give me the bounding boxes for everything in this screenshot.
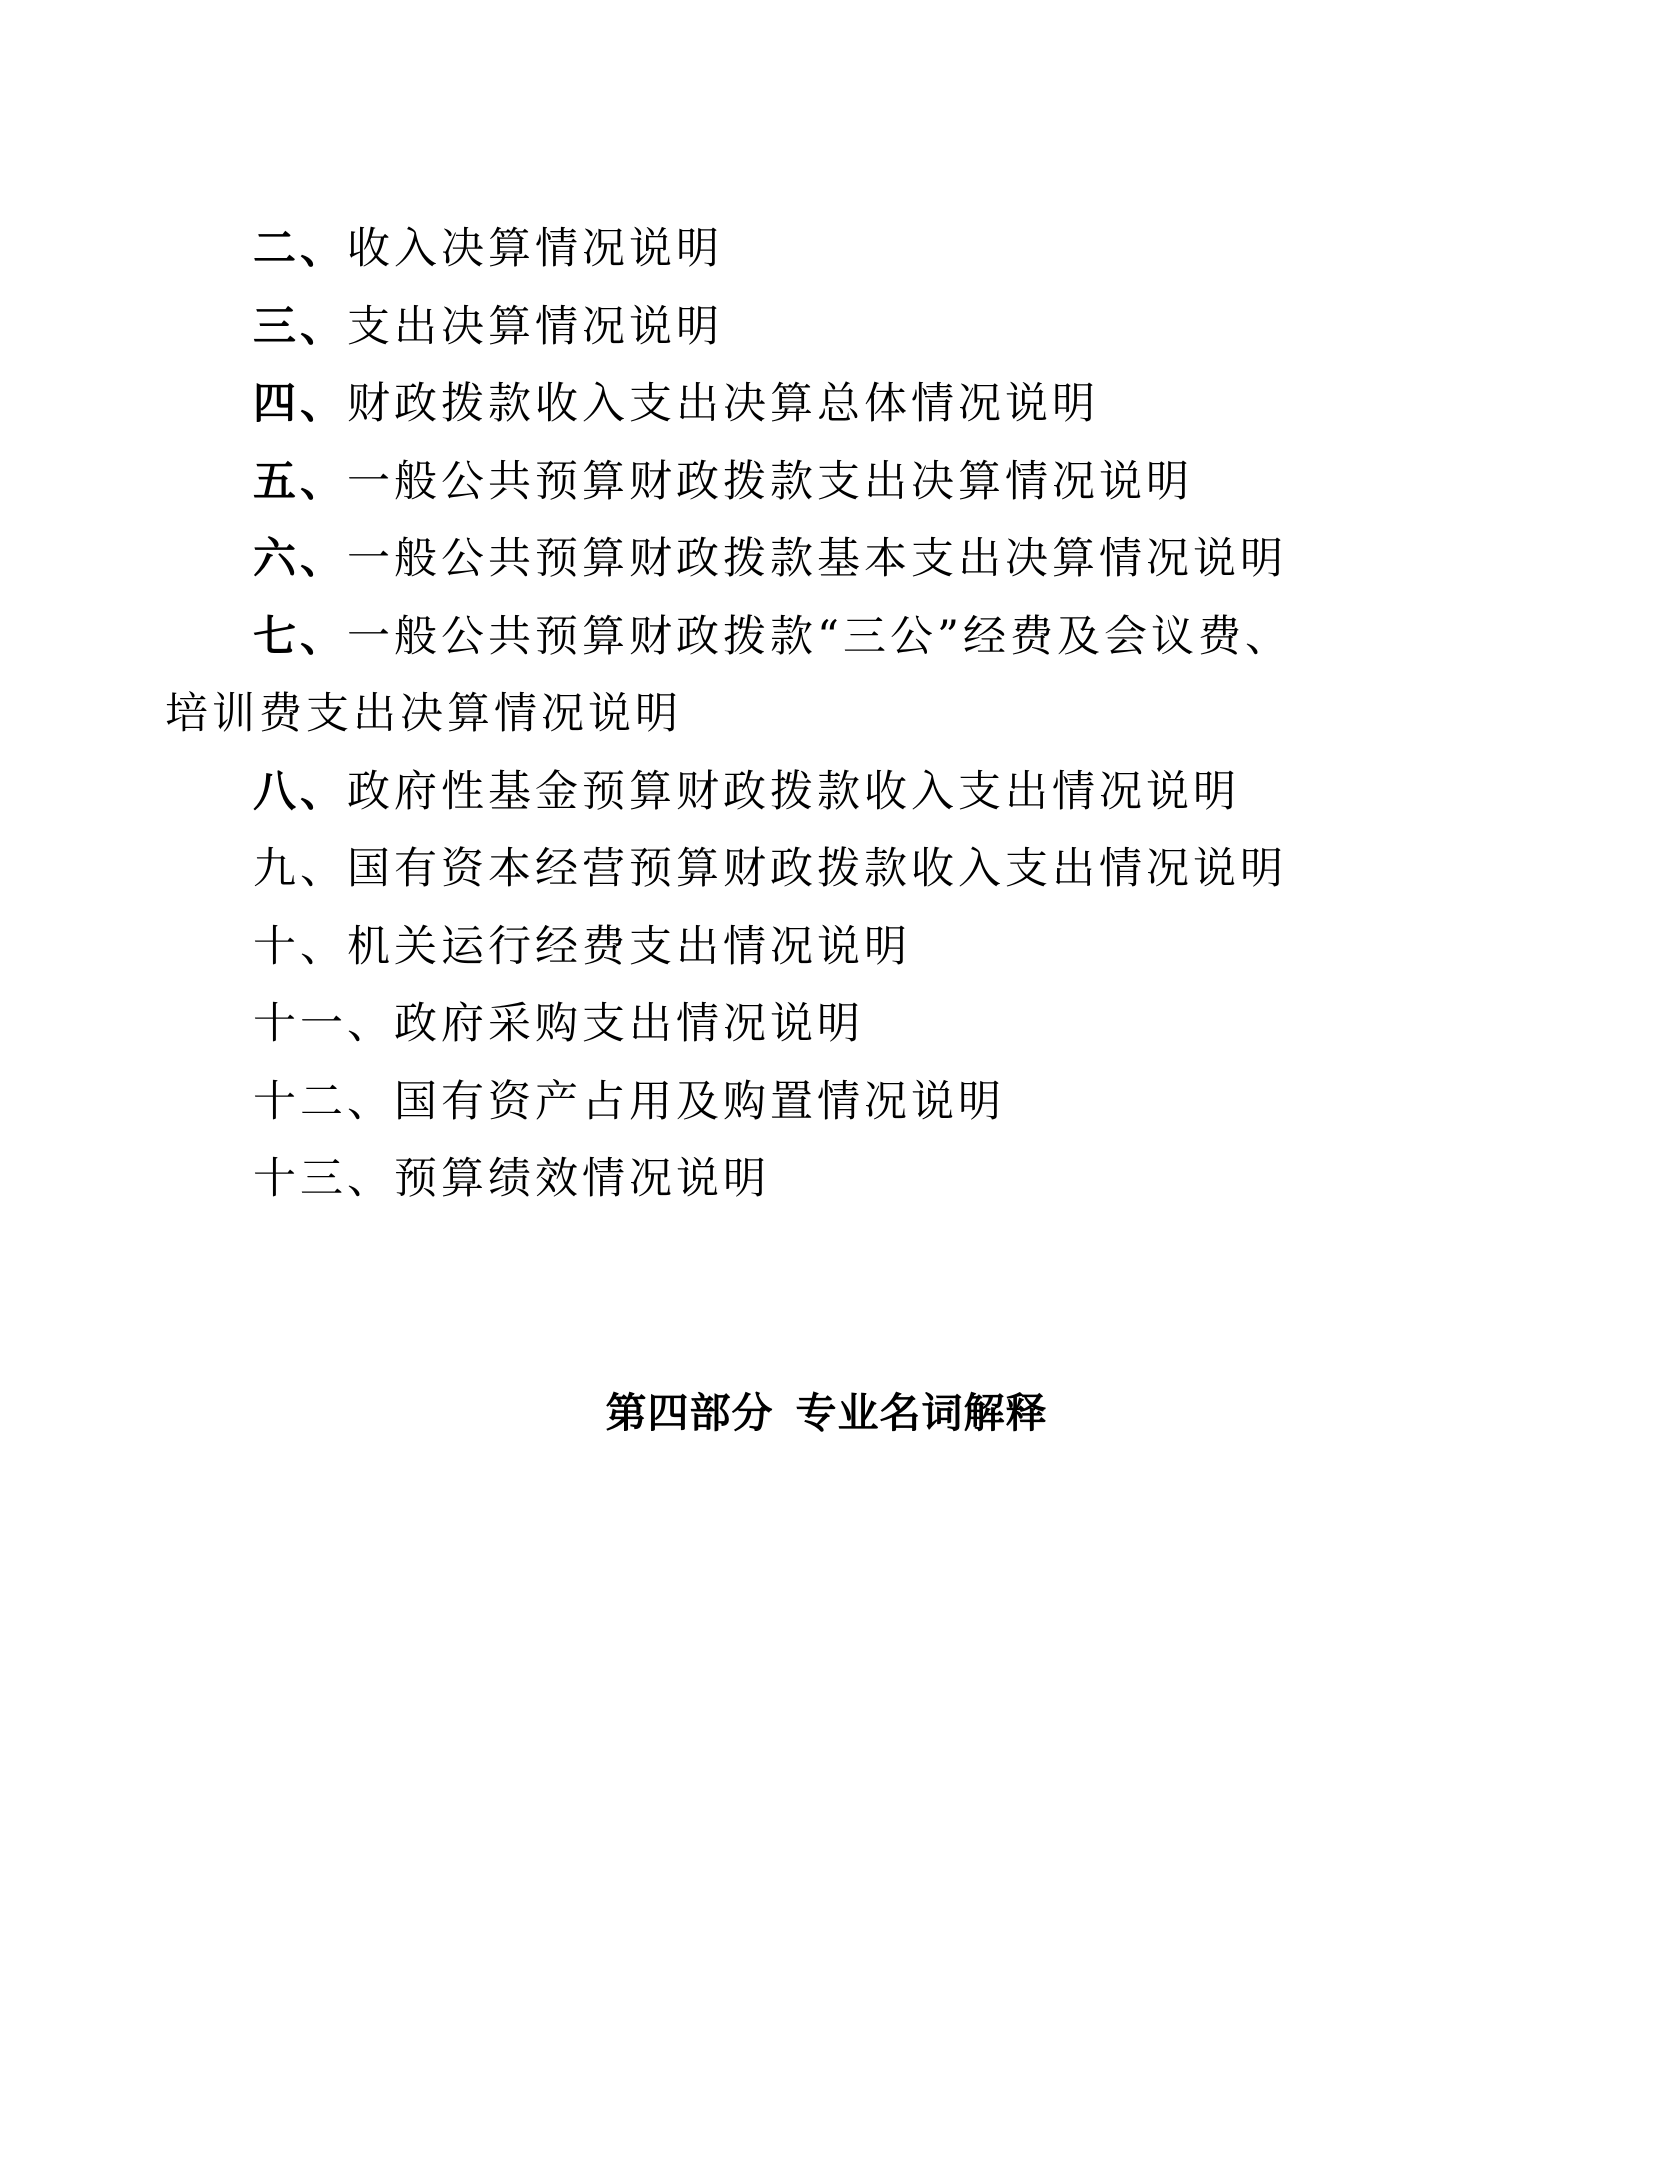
toc-item-text: 政府采购支出情况说明 — [394, 999, 864, 1049]
toc-item-text: 一般公共预算财政拨款“三公”经费及会议费、培训费支出决算情况说明 — [165, 611, 1292, 739]
toc-item-text: 支出决算情况说明 — [347, 301, 723, 352]
toc-item-number: 五、 — [253, 456, 347, 507]
toc-item-number: 十一、 — [253, 999, 394, 1049]
toc-item-8 — [253, 754, 1423, 832]
toc-item-number: 三、 — [253, 301, 347, 352]
toc-item-text: 一般公共预算财政拨款支出决算情况说明 — [347, 456, 1193, 507]
toc-item-number: 八、 — [253, 766, 347, 817]
toc-item-number: 七、 — [253, 611, 347, 662]
section-part-label: 第四部分 — [605, 1389, 774, 1437]
toc-item-number: 十、 — [253, 921, 347, 972]
toc-item-text: 一般公共预算财政拨款基本支出决算情况说明 — [347, 534, 1287, 584]
section-heading — [0, 1380, 1653, 1439]
toc-item-2 — [253, 211, 1423, 289]
toc-item-number: 十二、 — [253, 1076, 394, 1127]
toc-item-number: 四、 — [253, 379, 347, 429]
section-title: 专业名词解释 — [795, 1389, 1048, 1437]
toc-item-12 — [253, 1064, 1423, 1142]
toc-item-number: 六、 — [253, 534, 347, 584]
toc-item-text: 预算绩效情况说明 — [394, 1154, 770, 1204]
toc-item-7 — [165, 599, 1325, 754]
toc-item-text: 机关运行经费支出情况说明 — [347, 921, 911, 972]
toc-item-number: 二、 — [253, 224, 347, 274]
toc-item-5 — [253, 444, 1423, 522]
toc-item-9 — [253, 831, 1423, 909]
toc-item-10 — [253, 909, 1423, 987]
toc-item-3 — [253, 289, 1423, 367]
toc-item-text: 国有资产占用及购置情况说明 — [394, 1076, 1005, 1127]
toc-item-6 — [253, 521, 1423, 599]
toc-item-13 — [253, 1141, 1423, 1219]
table-of-contents — [165, 211, 1423, 1219]
toc-item-text: 收入决算情况说明 — [347, 224, 723, 274]
toc-item-11 — [253, 986, 1423, 1064]
toc-item-text: 财政拨款收入支出决算总体情况说明 — [347, 379, 1099, 429]
toc-item-number: 十三、 — [253, 1154, 394, 1204]
toc-item-number: 九、 — [253, 844, 347, 894]
toc-item-4 — [253, 366, 1423, 444]
toc-item-text: 政府性基金预算财政拨款收入支出情况说明 — [347, 766, 1240, 817]
toc-item-text: 国有资本经营预算财政拨款收入支出情况说明 — [347, 844, 1287, 894]
